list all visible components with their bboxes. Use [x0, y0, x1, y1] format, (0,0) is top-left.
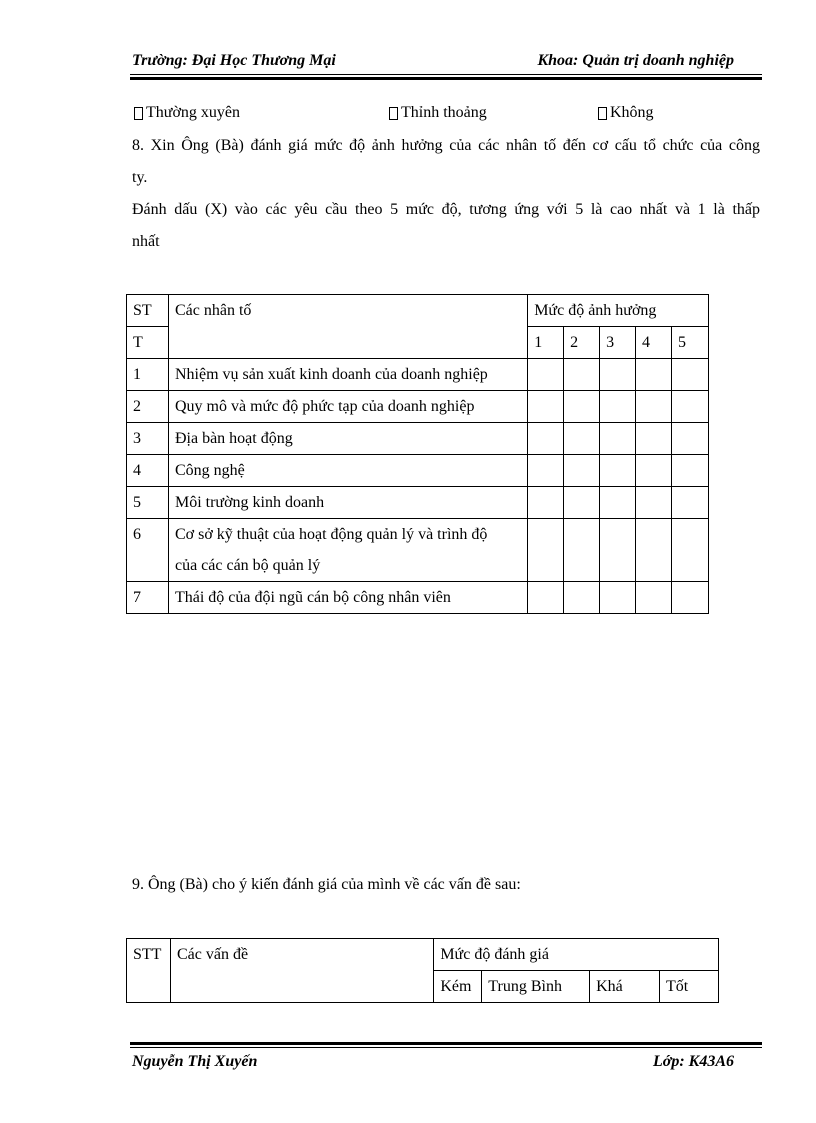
factor-name-line1: Cơ sở kỹ thuật của hoạt động quản lý và trình độ	[174, 526, 488, 543]
header-rule-thick	[130, 77, 762, 80]
level-5: 5	[672, 327, 709, 359]
footer-author: Nguyễn Thị Xuyến	[132, 1053, 258, 1070]
rating-cell[interactable]	[600, 391, 636, 423]
rating-cell[interactable]	[564, 487, 600, 519]
rating-cell[interactable]	[564, 519, 600, 582]
table-row	[127, 487, 709, 519]
factor-name	[168, 519, 527, 582]
header-rule-thin	[130, 74, 762, 75]
factor-name: Môi trường kinh doanh	[168, 487, 527, 519]
rating-cell[interactable]	[672, 519, 709, 582]
rating-cell[interactable]	[564, 391, 600, 423]
factor-name: Địa bàn hoạt động	[168, 423, 527, 455]
rating-cell[interactable]	[564, 359, 600, 391]
rating-cell[interactable]	[672, 455, 709, 487]
rating-cell[interactable]	[528, 423, 564, 455]
eval-level-poor: Kém	[434, 971, 482, 1003]
q8-instruction-line2: nhất	[132, 233, 160, 250]
option-never-label: Không	[610, 104, 654, 121]
q9-text: 9. Ông (Bà) cho ý kiến đánh giá của mình về các vấn đề sau:	[132, 876, 521, 893]
q8-instruction-line1: Đánh dấu (X) vào các yêu cầu theo 5 mức độ, tương ứng với 5 là cao nhất và 1 là thấp	[132, 201, 760, 218]
eval-header: Mức độ đánh giá	[434, 939, 719, 971]
rating-cell[interactable]	[672, 423, 709, 455]
rating-cell[interactable]	[564, 423, 600, 455]
stt-header: STT	[127, 939, 171, 1003]
rating-cell[interactable]	[528, 487, 564, 519]
level-3: 3	[600, 327, 636, 359]
rating-cell[interactable]	[564, 455, 600, 487]
eval-level-average: Trung Bình	[482, 971, 590, 1003]
rating-cell[interactable]	[528, 582, 564, 614]
row-number: 1	[127, 359, 169, 391]
table-row	[127, 359, 709, 391]
rating-cell[interactable]	[528, 519, 564, 582]
table-row	[127, 391, 709, 423]
row-number: 4	[127, 455, 169, 487]
level-2: 2	[564, 327, 600, 359]
rating-cell[interactable]	[636, 582, 672, 614]
checkbox-icon	[598, 107, 607, 120]
level-4: 4	[636, 327, 672, 359]
row-number: 2	[127, 391, 169, 423]
factor-name: Nhiệm vụ sản xuất kinh doanh của doanh nghiệp	[168, 359, 527, 391]
factors-table	[126, 294, 709, 614]
rating-cell[interactable]	[636, 519, 672, 582]
rating-cell[interactable]	[672, 359, 709, 391]
table-row	[127, 582, 709, 614]
rating-cell[interactable]	[672, 391, 709, 423]
rating-cell[interactable]	[528, 391, 564, 423]
rating-cell[interactable]	[636, 487, 672, 519]
rating-cell[interactable]	[600, 423, 636, 455]
footer-rule-thin	[130, 1047, 762, 1048]
evaluation-table	[126, 938, 719, 1003]
table-row	[127, 455, 709, 487]
table-row	[127, 423, 709, 455]
header-school: Trường: Đại Học Thương Mại	[132, 52, 336, 69]
level-1: 1	[528, 327, 564, 359]
row-number: 3	[127, 423, 169, 455]
footer-rule-thick	[130, 1042, 762, 1045]
stt-header-top: ST	[127, 295, 169, 327]
rating-cell[interactable]	[636, 423, 672, 455]
footer-class: Lớp: K43A6	[652, 1053, 734, 1070]
q8-line2: ty.	[132, 169, 148, 186]
rating-cell[interactable]	[672, 582, 709, 614]
factor-name: Quy mô và mức độ phức tạp của doanh nghiệp	[168, 391, 527, 423]
factor-name: Thái độ của đội ngũ cán bộ công nhân viên	[168, 582, 527, 614]
rating-cell[interactable]	[636, 359, 672, 391]
row-number: 7	[127, 582, 169, 614]
option-often	[134, 104, 240, 122]
rating-cell[interactable]	[600, 359, 636, 391]
stt-header-bottom: T	[127, 327, 169, 359]
factor-header: Các nhân tố	[168, 295, 527, 359]
option-often-label: Thường xuyên	[146, 104, 241, 121]
eval-level-excellent: Tốt	[660, 971, 719, 1003]
rating-cell[interactable]	[600, 582, 636, 614]
eval-level-good: Khá	[590, 971, 660, 1003]
checkbox-icon	[134, 107, 143, 120]
checkbox-icon	[389, 107, 398, 120]
rating-cell[interactable]	[528, 455, 564, 487]
option-sometimes	[389, 104, 487, 122]
rating-cell[interactable]	[564, 582, 600, 614]
option-sometimes-label: Thỉnh thoảng	[401, 104, 487, 121]
option-never	[598, 104, 654, 122]
factor-name-line2: của các cán bộ quản lý	[174, 557, 321, 574]
header-faculty: Khoa: Quản trị doanh nghiệp	[537, 52, 734, 69]
rating-cell[interactable]	[528, 359, 564, 391]
issue-header: Các vấn đề	[170, 939, 433, 1003]
factor-name: Công nghệ	[168, 455, 527, 487]
row-number: 5	[127, 487, 169, 519]
rating-cell[interactable]	[672, 487, 709, 519]
rating-cell[interactable]	[636, 391, 672, 423]
level-header: Mức độ ảnh hưởng	[528, 295, 709, 327]
rating-cell[interactable]	[600, 487, 636, 519]
row-number: 6	[127, 519, 169, 582]
table-row	[127, 519, 709, 582]
q8-line1: 8. Xin Ông (Bà) đánh giá mức độ ảnh hưởng của các nhân tố đến cơ cấu tổ chức của công	[132, 137, 760, 154]
rating-cell[interactable]	[636, 455, 672, 487]
rating-cell[interactable]	[600, 519, 636, 582]
rating-cell[interactable]	[600, 455, 636, 487]
